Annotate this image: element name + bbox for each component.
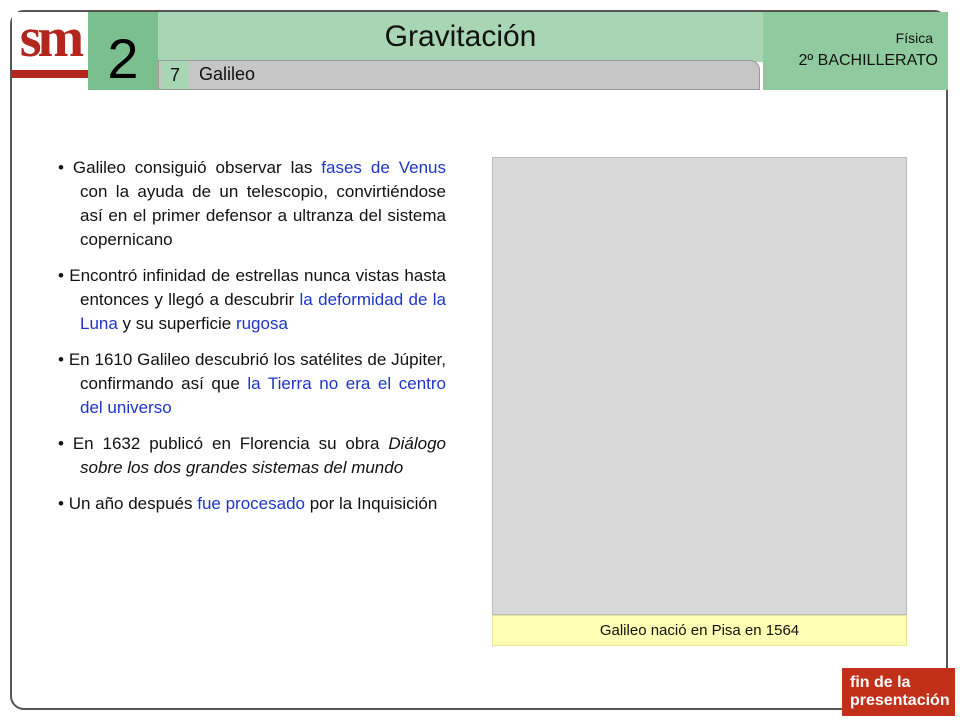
bullet-icon: • [58,158,73,177]
bullet-text: Un año después [68,494,198,513]
bullet-text: por la Inquisición [304,494,438,513]
end-button-line1: fin de la [850,674,911,691]
bullet-icon: • [58,266,70,285]
bullet-icon: • [58,434,73,453]
slide-title: Gravitación [384,20,537,53]
bullet-highlight: la Tierra no era el centro del universo [80,374,446,417]
bullet-item [58,492,446,516]
bullet-icon: • [58,350,69,369]
bullet-highlight: la deformidad de la Luna [80,290,446,333]
image-caption: Galileo nació en Pisa en 1564 [492,615,907,646]
sm-logo [12,7,88,88]
course-level: 2º BACHILLERATO [798,52,938,69]
bullet-highlight: fue procesado [197,494,305,513]
bullet-item [58,264,446,336]
bullet-item [58,432,446,480]
section-title: Galileo [199,64,256,84]
bullet-text: y su superficie [117,314,236,333]
bullet-text: Galileo consiguió observar las [72,158,322,177]
end-presentation-button[interactable] [842,668,955,716]
section-number: 7 [161,61,189,89]
section-bar [158,60,760,90]
course-subject: Física [895,30,933,46]
bullet-text: En 1632 publicó en Florencia su obra [72,434,389,453]
bullet-highlight: rugosa [235,314,288,333]
galileo-illustration [492,157,907,615]
bullet-highlight: fases de Venus [321,158,446,177]
bullet-text: En 1610 Galileo descubrió los satélites de Júpiter, confirmando así que [68,350,446,393]
bullet-text: con la ayuda de un telescopio, convirtiéndose así en el primer defensor a ultranza del sistema copernicano [80,182,446,249]
bullet-text: Encontró infinidad de estrellas nunca vistas hasta entonces y llegó a descubrir [69,266,446,309]
title-bar [158,12,763,62]
bullet-icon: • [58,494,69,513]
bullet-italic: Diálogo sobre los dos grandes sistemas del mundo [80,434,446,477]
unit-number: 2 [107,27,139,90]
bullet-list [58,156,446,528]
bullet-item [58,156,446,252]
end-button-line2: presentación [850,692,950,709]
logo-text: sm [19,7,81,69]
course-box [763,12,948,90]
logo-bar [12,70,88,78]
bullet-item [58,348,446,420]
unit-number-box [88,12,159,90]
